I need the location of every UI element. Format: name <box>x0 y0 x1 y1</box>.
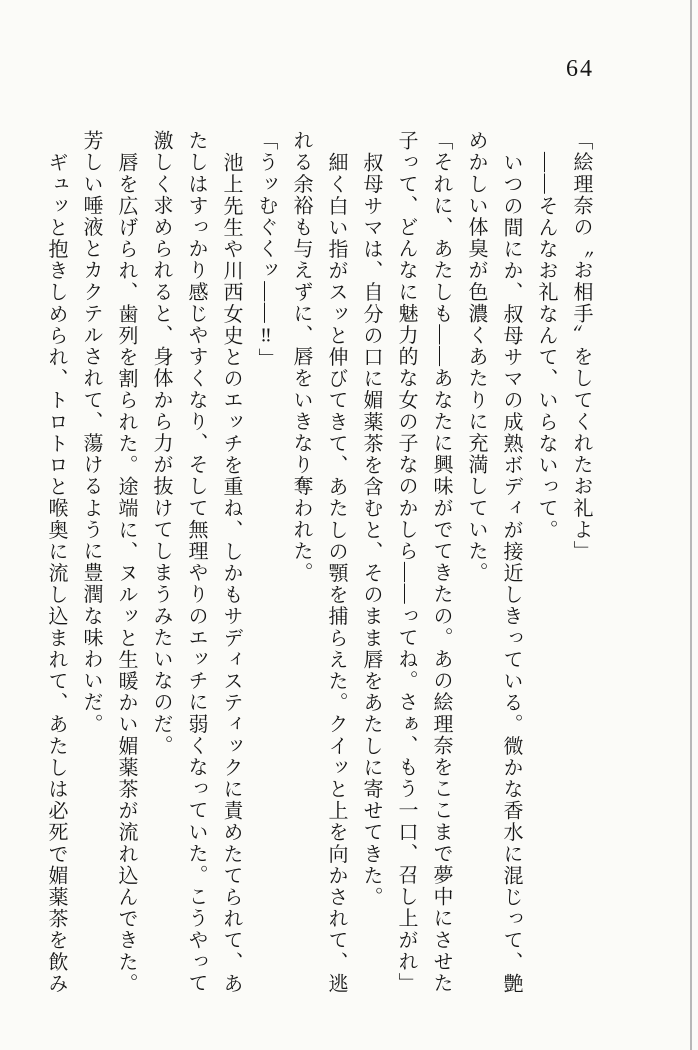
text-column: 「絵理奈の〝お相手〟をしてくれたお礼よ」 <box>570 130 592 562</box>
page-edge-line <box>690 0 692 1050</box>
text-column: 叔母サマは、自分の口に媚薬茶を含むと、そのまま唇をあたしに寄せてきた。 <box>360 151 382 908</box>
text-column: 細く白い指がスッと伸びてきて、あたしの顎を捕らえた。クイッと上を向かされて、逃 <box>325 151 347 994</box>
text-column: いつの間にか、叔母サマの成熟ボディが接近しきっている。微かな香水に混じって、艶 <box>500 151 522 994</box>
text-column: ギュッと抱きしめられ、トロトロと喉奥に流し込まれて、あたしは必死で媚薬茶を飲み <box>45 151 67 994</box>
vertical-text-block <box>38 130 598 1012</box>
text-column: 芳しい唾液とカクテルされて、蕩けるように豊潤な味わいだ。 <box>80 130 102 735</box>
text-column: 子って、どんなに魅力的な女の子なのかしら――ってね。さぁ、もう一口、召し上がれ」 <box>395 130 417 994</box>
text-column: たしはすっかり感じやすくなり、そして無理やりのエッチに弱くなっていた。こうやって <box>185 130 207 994</box>
page-number: 64 <box>566 56 594 82</box>
text-column: めかしい体臭が色濃くあたりに充満していた。 <box>465 130 487 584</box>
text-column: 池上先生や川西女史とのエッチを重ね、しかもサディスティックに責めたてられて、あ <box>220 151 242 994</box>
text-column: 「うッむぐくッ――‼」 <box>255 130 277 370</box>
text-column: 唇を広げられ、歯列を割られた。途端に、ヌルッと生暖かい媚薬茶が流れ込んできた。 <box>115 151 137 994</box>
text-column: ――そんなお礼なんて、いらないって。 <box>535 151 557 541</box>
text-column: 激しく求められると、身体から力が抜けてしまうみたいなのだ。 <box>150 130 172 757</box>
text-column: 「それに、あたしも――あなたに興味がでてきたの。あの絵理奈をここまで夢中にさせた <box>430 130 452 994</box>
text-column: れる余裕も与えずに、唇をいきなり奪われた。 <box>290 130 312 584</box>
